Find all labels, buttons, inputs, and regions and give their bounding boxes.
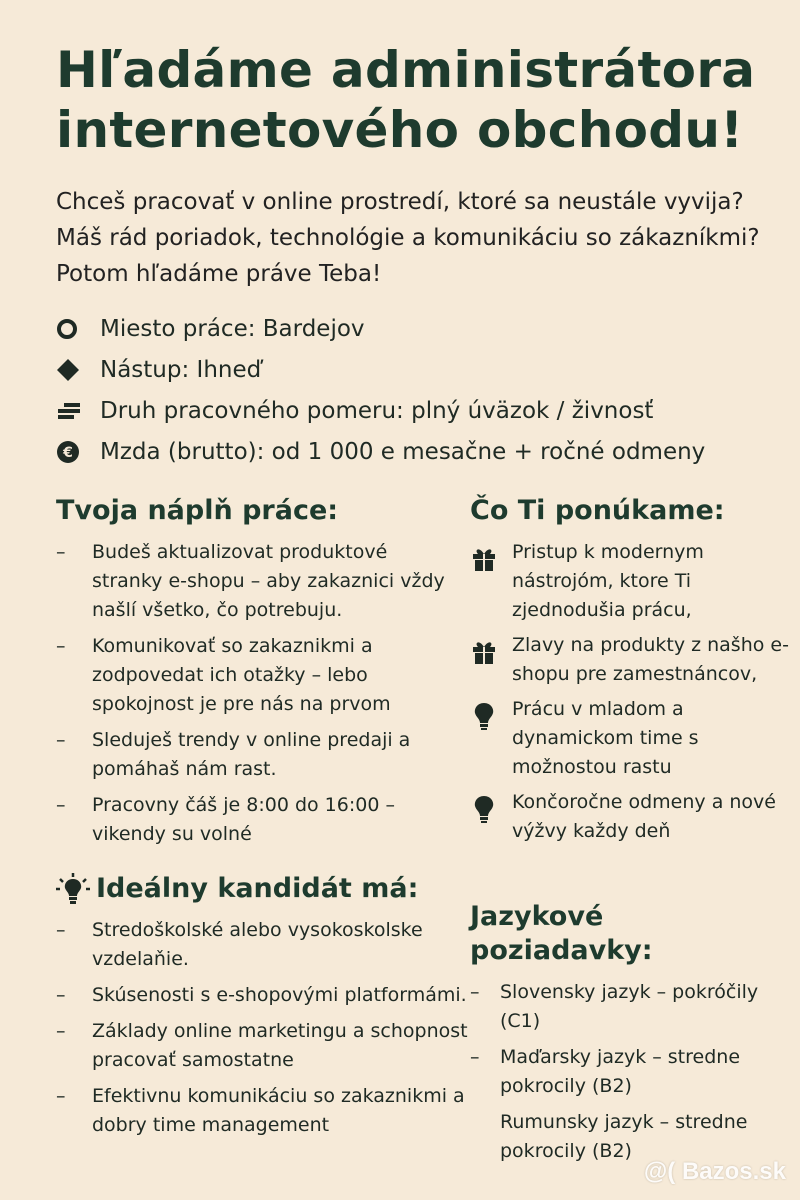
page-title	[56, 40, 776, 160]
list-item: – Maďarsky jazyk – stredne pokrocily (B2)	[470, 1043, 790, 1101]
lightbulb-icon	[56, 872, 96, 906]
dash-marker: –	[56, 729, 66, 751]
offers-section	[470, 494, 790, 852]
fact-text: Miesto práce: Bardejov	[100, 315, 365, 342]
list-item: – Základy online marketingu a schopnost pracovať samostatne	[56, 1017, 476, 1075]
list-item: – Stredoškolské alebo vysokoskolske vzdelaňie.	[56, 916, 476, 974]
dash-marker: –	[56, 541, 66, 563]
list-item: – Pracovny čáš je 8:00 do 16:00 – vikendy su volné	[56, 791, 456, 849]
intro-paragraph: Chceš pracovať v online prostredí, ktoré sa neustále vyvija? Máš rád poriadok, technológie a komunikáciu so zákazníkmi? Potom hľadáme práve Teba!	[56, 189, 760, 287]
dash-marker: –	[56, 794, 66, 816]
contract-icon	[56, 401, 100, 421]
dash-marker: –	[56, 635, 66, 657]
dash-marker: –	[56, 1020, 66, 1042]
list-item: Zlavy na produkty z našho e-shopu pre zamestnáncov,	[470, 631, 790, 689]
duties-section	[56, 494, 456, 856]
fact-start	[56, 349, 776, 390]
fact-salary	[56, 431, 776, 472]
ideal-list	[56, 916, 476, 1140]
list-item: – Slovensky jazyk – pokróčily (C1)	[470, 978, 790, 1036]
list-item: – Komunikovať so zakaznikmi a zodpovedat ich otažky – lebo spokojnost je pre nás na prvom	[56, 632, 456, 719]
fact-location	[56, 308, 776, 349]
language-section	[470, 900, 790, 1173]
list-item: Končoročne odmeny a nové výžvy každy deň	[470, 788, 790, 846]
money-icon	[56, 440, 100, 464]
fact-text: Druh pracovného pomeru: plný úväzok / živnosť	[100, 397, 654, 424]
offers-heading: Čo Ti ponúkame:	[470, 495, 725, 526]
dash-marker: –	[56, 984, 66, 1006]
language-list	[470, 978, 790, 1166]
diamond-icon	[56, 358, 100, 382]
language-heading: Jazykové poziadavky:	[470, 901, 653, 966]
title-line-1: Hľadáme administrátora	[56, 41, 756, 99]
ideal-candidate-section	[56, 872, 476, 1147]
svg-text:€: €	[63, 444, 73, 461]
job-facts	[56, 308, 776, 472]
fact-text: Nástup: Ihneď	[100, 356, 262, 383]
dash-marker: –	[56, 1085, 66, 1107]
list-item: – Efektivnu komunikáciu so zakaznikmi a dobry time management	[56, 1082, 476, 1140]
list-item: – Budeš aktualizovat produktové stranky e-shopu – aby zakaznici vždy našlí všetko, čo potrebuju.	[56, 538, 456, 625]
offers-list	[470, 538, 790, 846]
title-line-2: internetového obchodu!	[56, 101, 744, 159]
ideal-heading: Ideálny kandidát má:	[56, 872, 476, 906]
list-item: – Skúsenosti s e-shopovými platformámi.	[56, 981, 476, 1010]
dash-marker: –	[56, 919, 66, 941]
lightbulb-icon	[470, 701, 498, 729]
gift-icon	[470, 637, 498, 665]
list-item: – Sleduješ trendy v online predaji a pomáhaš nám rast.	[56, 726, 456, 784]
list-item: Prácu v mladom a dynamickom time s možnostou rastu	[470, 695, 790, 782]
duties-list	[56, 538, 456, 849]
bazos-watermark: @( Bazos.sk	[643, 1158, 786, 1185]
lightbulb-icon	[470, 794, 498, 822]
list-item: Pristup k modernym nástrojóm, ktore Ti zjednodušia prácu,	[470, 538, 790, 625]
fact-text: Mzda (brutto): od 1 000 e mesačne + ročné odmeny	[100, 438, 706, 465]
duties-heading: Tvoja náplň práce:	[56, 495, 339, 526]
gift-icon	[470, 544, 498, 572]
list-item: Rumunsky jazyk – stredne pokrocily (B2)	[500, 1111, 748, 1162]
location-icon	[56, 318, 100, 340]
dash-marker: –	[470, 1046, 480, 1068]
dash-marker: –	[470, 981, 480, 1003]
fact-contract	[56, 390, 776, 431]
